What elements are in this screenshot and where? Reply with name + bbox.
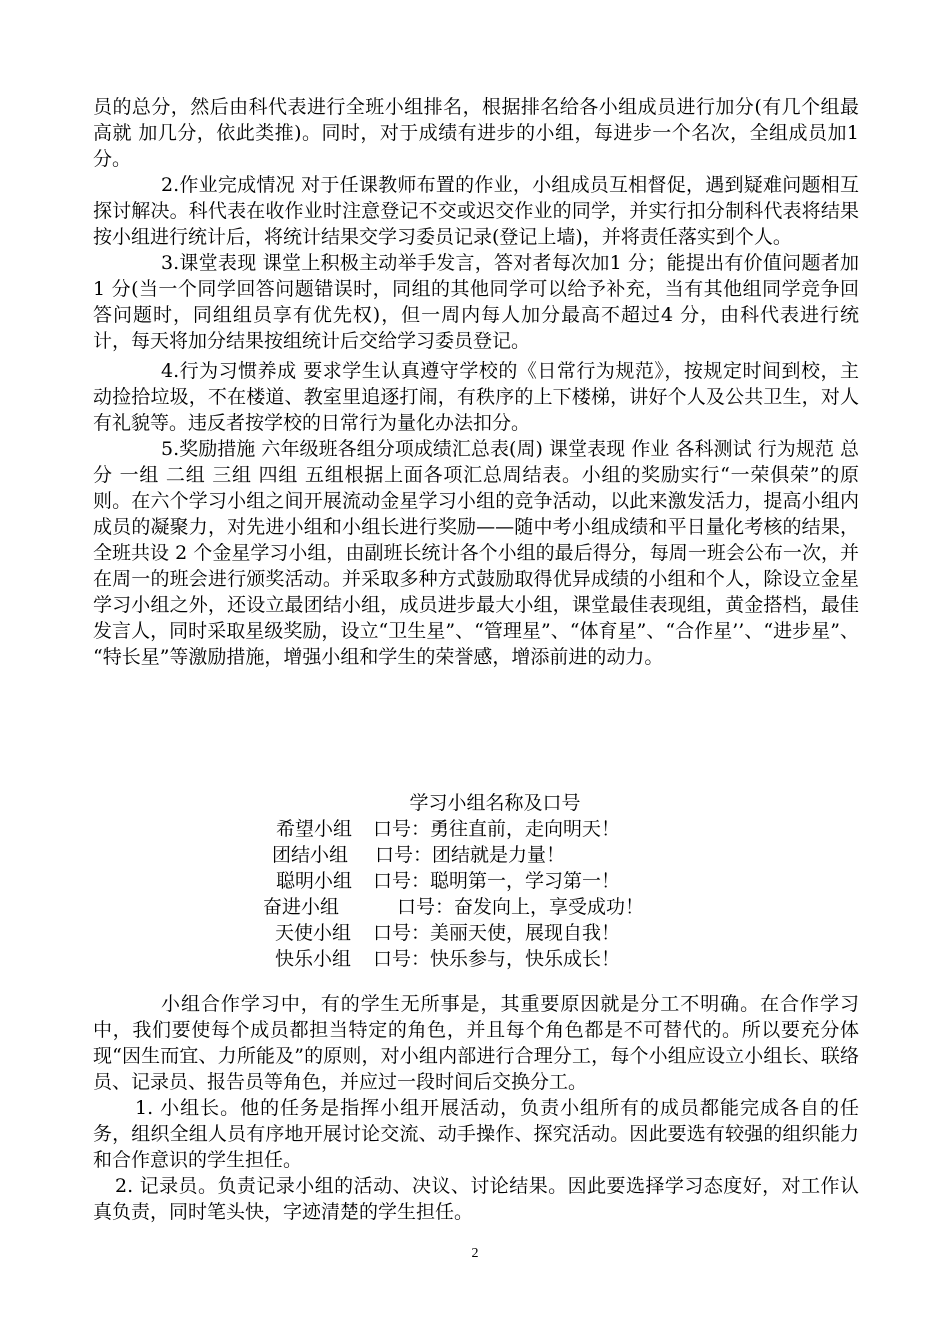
group-slogan: 口号：聪明第一，学习第一！: [373, 870, 621, 892]
paragraph-division-of-labor: 小组合作学习中，有的学生无所事是，其重要原因就是分工不明确。在合作学习中，我们要使每个成员都担当特定的角色，并且每个角色都是不可替代的。所以要充分体现“因生而宜、力所能及”的原则，对小组内部进行合理分工，每个小组应设立小组长、联络员、记录员、报告员等角色，并应过一段时间后交换分工。: [93, 993, 859, 1093]
body-text-bottom: [93, 991, 859, 1225]
slogan-row: [0, 894, 950, 920]
paragraph-classroom: 3.课堂表现 课堂上积极主动举手发言，答对者每次加1 分；能提出有价值问题者加1 分(当一个同学回答问题错误时，同组的其他同学可以给予补充，当有其他组同学竞争回答问题时，同组组员享有优先权)，但一周内每人加分最高不超过4 分，由科代表进行统计，每天将加分结果按组统计后交给学习委员登记。: [93, 252, 859, 352]
paragraph-continued-scoring: 员的总分，然后由科代表进行全班小组排名，根据排名给各小组成员进行加分(有几个组最高就 加几分，依此类推)。同时，对于成绩有进步的小组，每进步一个名次，全组成员加1 分。: [93, 96, 859, 170]
slogan-row: [0, 842, 950, 868]
paragraph-rewards: 5.奖励措施 六年级班各组分项成绩汇总表(周) 课堂表现 作业 各科测试 行为规范 总分 一组 二组 三组 四组 五组根据上面各项汇总周结表。小组的奖励实行“一荣俱荣”的原则。在六个学习小组之间开展流动金星学习小组的竞争活动，以此来激发活力，提高小组内成员的凝聚力，对先进小组和小组长进行奖励——随中考小组成绩和平日量化考核的结果，全班共设 2 个金星学习小组，由副班长统计各个小组的最后得分，每周一班会公布一次，并在周一的班会进行颁奖活动。并采取多种方式鼓励取得优异成绩的小组和个人，除设立金星学习小组之外，还设立最团结小组，成员进步最大小组，课堂最佳表现组，黄金搭档，最佳发言人，同时采取星级奖励，设立“卫生星”、“管理星”、“体育星”、“合作星’’、“进步星”、 “特长星”等激励措施，增强小组和学生的荣誉感，增添前进的动力。: [93, 438, 859, 668]
slogan-row: [0, 816, 950, 842]
group-slogans-section: [0, 790, 950, 972]
paragraph-homework: 2.作业完成情况 对于任课教师布置的作业，小组成员互相督促，遇到疑难问题相互探讨解决。科代表在收作业时注意登记不交或迟交作业的同学，并实行扣分制科代表将结果按小组进行统计后，将统计结果交学习委员记录(登记上墙)，并将责任落实到个人。: [93, 174, 859, 248]
slogan-row: [0, 946, 950, 972]
paragraph-behavior: 4.行为习惯养成 要求学生认真遵守学校的《日常行为规范》，按规定时间到校，主动捡拾垃圾，不在楼道、教室里追逐打闹，有秩序的上下楼梯，讲好个人及公共卫生，对人有礼貌等。违反者按学校的日常行为量化办法扣分。: [93, 360, 859, 434]
group-name: 希望小组: [276, 818, 353, 840]
group-name: 天使小组: [275, 922, 352, 944]
slogan-row: [0, 868, 950, 894]
body-text-top: [93, 94, 859, 670]
section-title: 学习小组名称及口号: [409, 792, 581, 814]
page-number: 2: [471, 1246, 479, 1261]
paragraph-recorder: 2. 记录员。负责记录小组的活动、决议、讨论结果。因此要选择学习态度好，对工作认真负责，同时笔头快，字迹清楚的学生担任。: [93, 1175, 859, 1223]
group-slogan: 口号：美丽天使，展现自我！: [373, 922, 621, 944]
group-name: 奋进小组: [263, 896, 340, 918]
slogan-row: [0, 920, 950, 946]
paragraph-group-leader: 1. 小组长。他的任务是指挥小组开展活动，负责小组所有的成员都能完成各自的任务，组织全组人员有序地开展讨论交流、动手操作、探究活动。因此要选有较强的组织能力和合作意识的学生担任。: [93, 1097, 859, 1171]
group-slogan: 口号：勇往直前，走向明天！: [373, 818, 621, 840]
group-slogan: 口号：快乐参与，快乐成长！: [373, 948, 621, 970]
group-slogan: 口号：团结就是力量！: [375, 844, 566, 866]
group-name: 聪明小组: [276, 870, 353, 892]
group-name: 团结小组: [272, 844, 349, 866]
group-name: 快乐小组: [275, 948, 352, 970]
group-slogan: 口号：奋发向上，享受成功！: [397, 896, 645, 918]
